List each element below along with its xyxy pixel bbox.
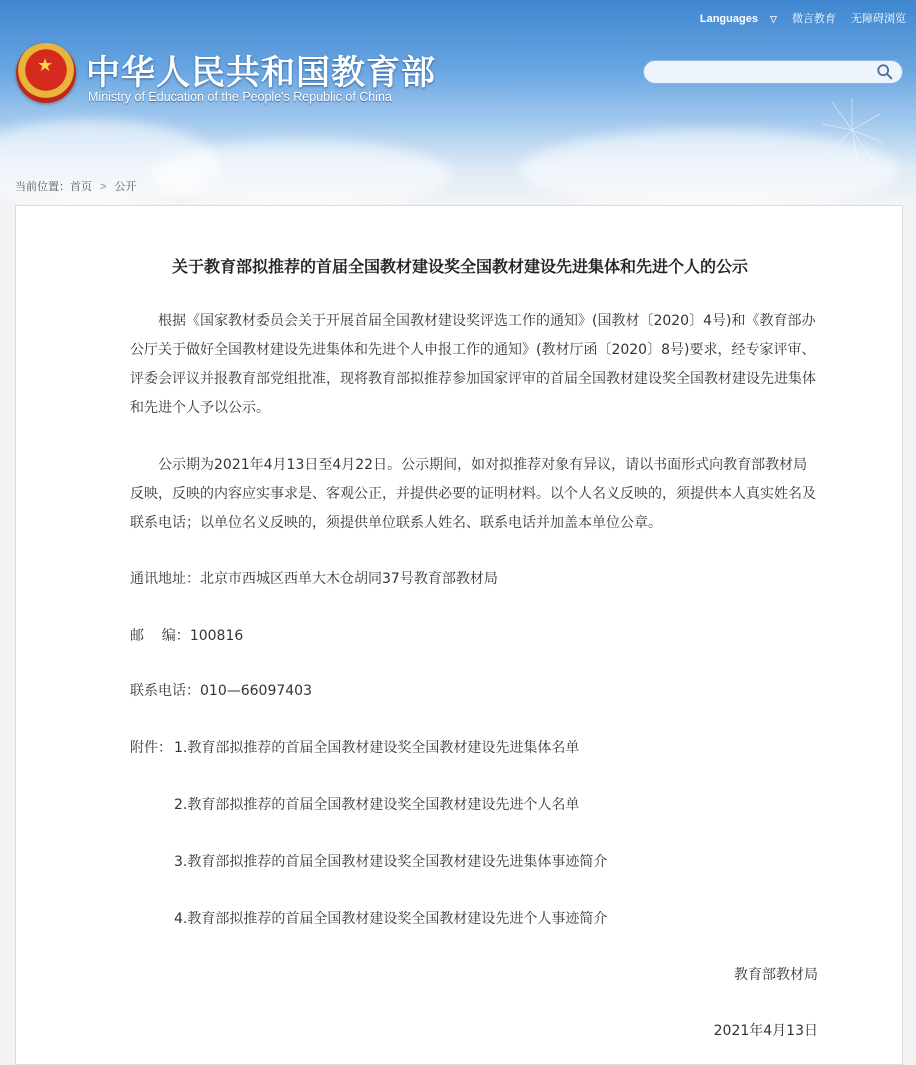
- search-box: [643, 60, 903, 84]
- article-paragraph: 公示期为2021年4月13日至4月22日。公示期间，如对拟推荐对象有异议，请以书面形式向教育部教材局反映，反映的内容应实事求是、客观公正，并提供必要的证明材料。以个人名义反映的，须提供本人真实姓名及联系电话；以单位名义反映的，须提供单位联系人姓名、联系电话并加盖本单位公章。: [130, 457, 816, 531]
- attachment-link-1[interactable]: 1.教育部拟推荐的首届全国教材建设奖全国教材建设先进集体名单: [174, 740, 580, 756]
- article-container: [15, 205, 903, 1065]
- site-title[interactable]: 中华人民共和国教育部: [86, 53, 436, 93]
- postcode-value: 100816: [189, 628, 244, 644]
- article-title: 关于教育部拟推荐的首届全国教材建设奖全国教材建设先进集体和先进个人的公示: [171, 257, 748, 276]
- accessible-browse-link[interactable]: 无障碍浏览: [851, 13, 906, 25]
- breadcrumb: [15, 178, 136, 194]
- cloud-decoration: [150, 140, 450, 205]
- article-paragraph: 根据《国家教材委员会关于开展首届全国教材建设奖评选工作的通知》(国教材〔2020〕4号)和《教育部办公厅关于做好全国教材建设先进集体和先进个人申报工作的通知》(教材厅函〔2020〕8号)要求，经专家评审、评委会评议并报教育部党组批准，现将教育部拟推荐参加国家评审的首届全国教材建设奖全国教材建设先进集体和先进个人予以公示。: [130, 313, 816, 416]
- attachment-link[interactable]: [174, 737, 579, 757]
- top-links: [676, 10, 906, 26]
- breadcrumb-label: 当前位置：: [15, 181, 70, 193]
- postcode-label: 邮 编：: [130, 628, 190, 644]
- signature: 教育部教材局: [734, 967, 818, 983]
- chevron-right-icon: >: [100, 181, 107, 193]
- attachment-link-3[interactable]: 3.教育部拟推荐的首届全国教材建设奖全国教材建设先进集体事迹简介: [174, 854, 608, 870]
- contact-address: 通讯地址：北京市西城区西单大木仓胡同37号教育部教材局: [130, 571, 498, 587]
- attachments-label: 附件：: [130, 740, 172, 756]
- header-banner: [0, 0, 916, 205]
- search-icon[interactable]: [876, 63, 894, 81]
- attachment-link[interactable]: [174, 851, 607, 871]
- search-input[interactable]: [654, 61, 878, 85]
- attachment-link-4[interactable]: 4.教育部拟推荐的首届全国教材建设奖全国教材建设先进个人事迹简介: [174, 911, 608, 927]
- national-emblem-icon[interactable]: ★: [16, 43, 76, 103]
- languages-link[interactable]: Languages ▽: [699, 13, 777, 25]
- contact-postcode: [130, 625, 243, 645]
- weibo-link[interactable]: 微言教育: [791, 13, 836, 25]
- attachment-link-2[interactable]: 2.教育部拟推荐的首届全国教材建设奖全国教材建设先进个人名单: [174, 797, 580, 813]
- site-title-en: Ministry of Education of the People's Republic of China: [88, 90, 392, 104]
- breadcrumb-home-link[interactable]: 首页: [70, 181, 92, 193]
- attachment-link[interactable]: [174, 908, 607, 928]
- contact-phone: 联系电话：010—66097403: [130, 683, 312, 699]
- attachment-link[interactable]: [174, 794, 579, 814]
- publish-date: 2021年4月13日: [713, 1023, 818, 1039]
- breadcrumb-current-link[interactable]: 公开: [114, 181, 137, 193]
- chevron-down-icon: ▽: [769, 14, 777, 24]
- dandelion-decoration: [812, 90, 892, 170]
